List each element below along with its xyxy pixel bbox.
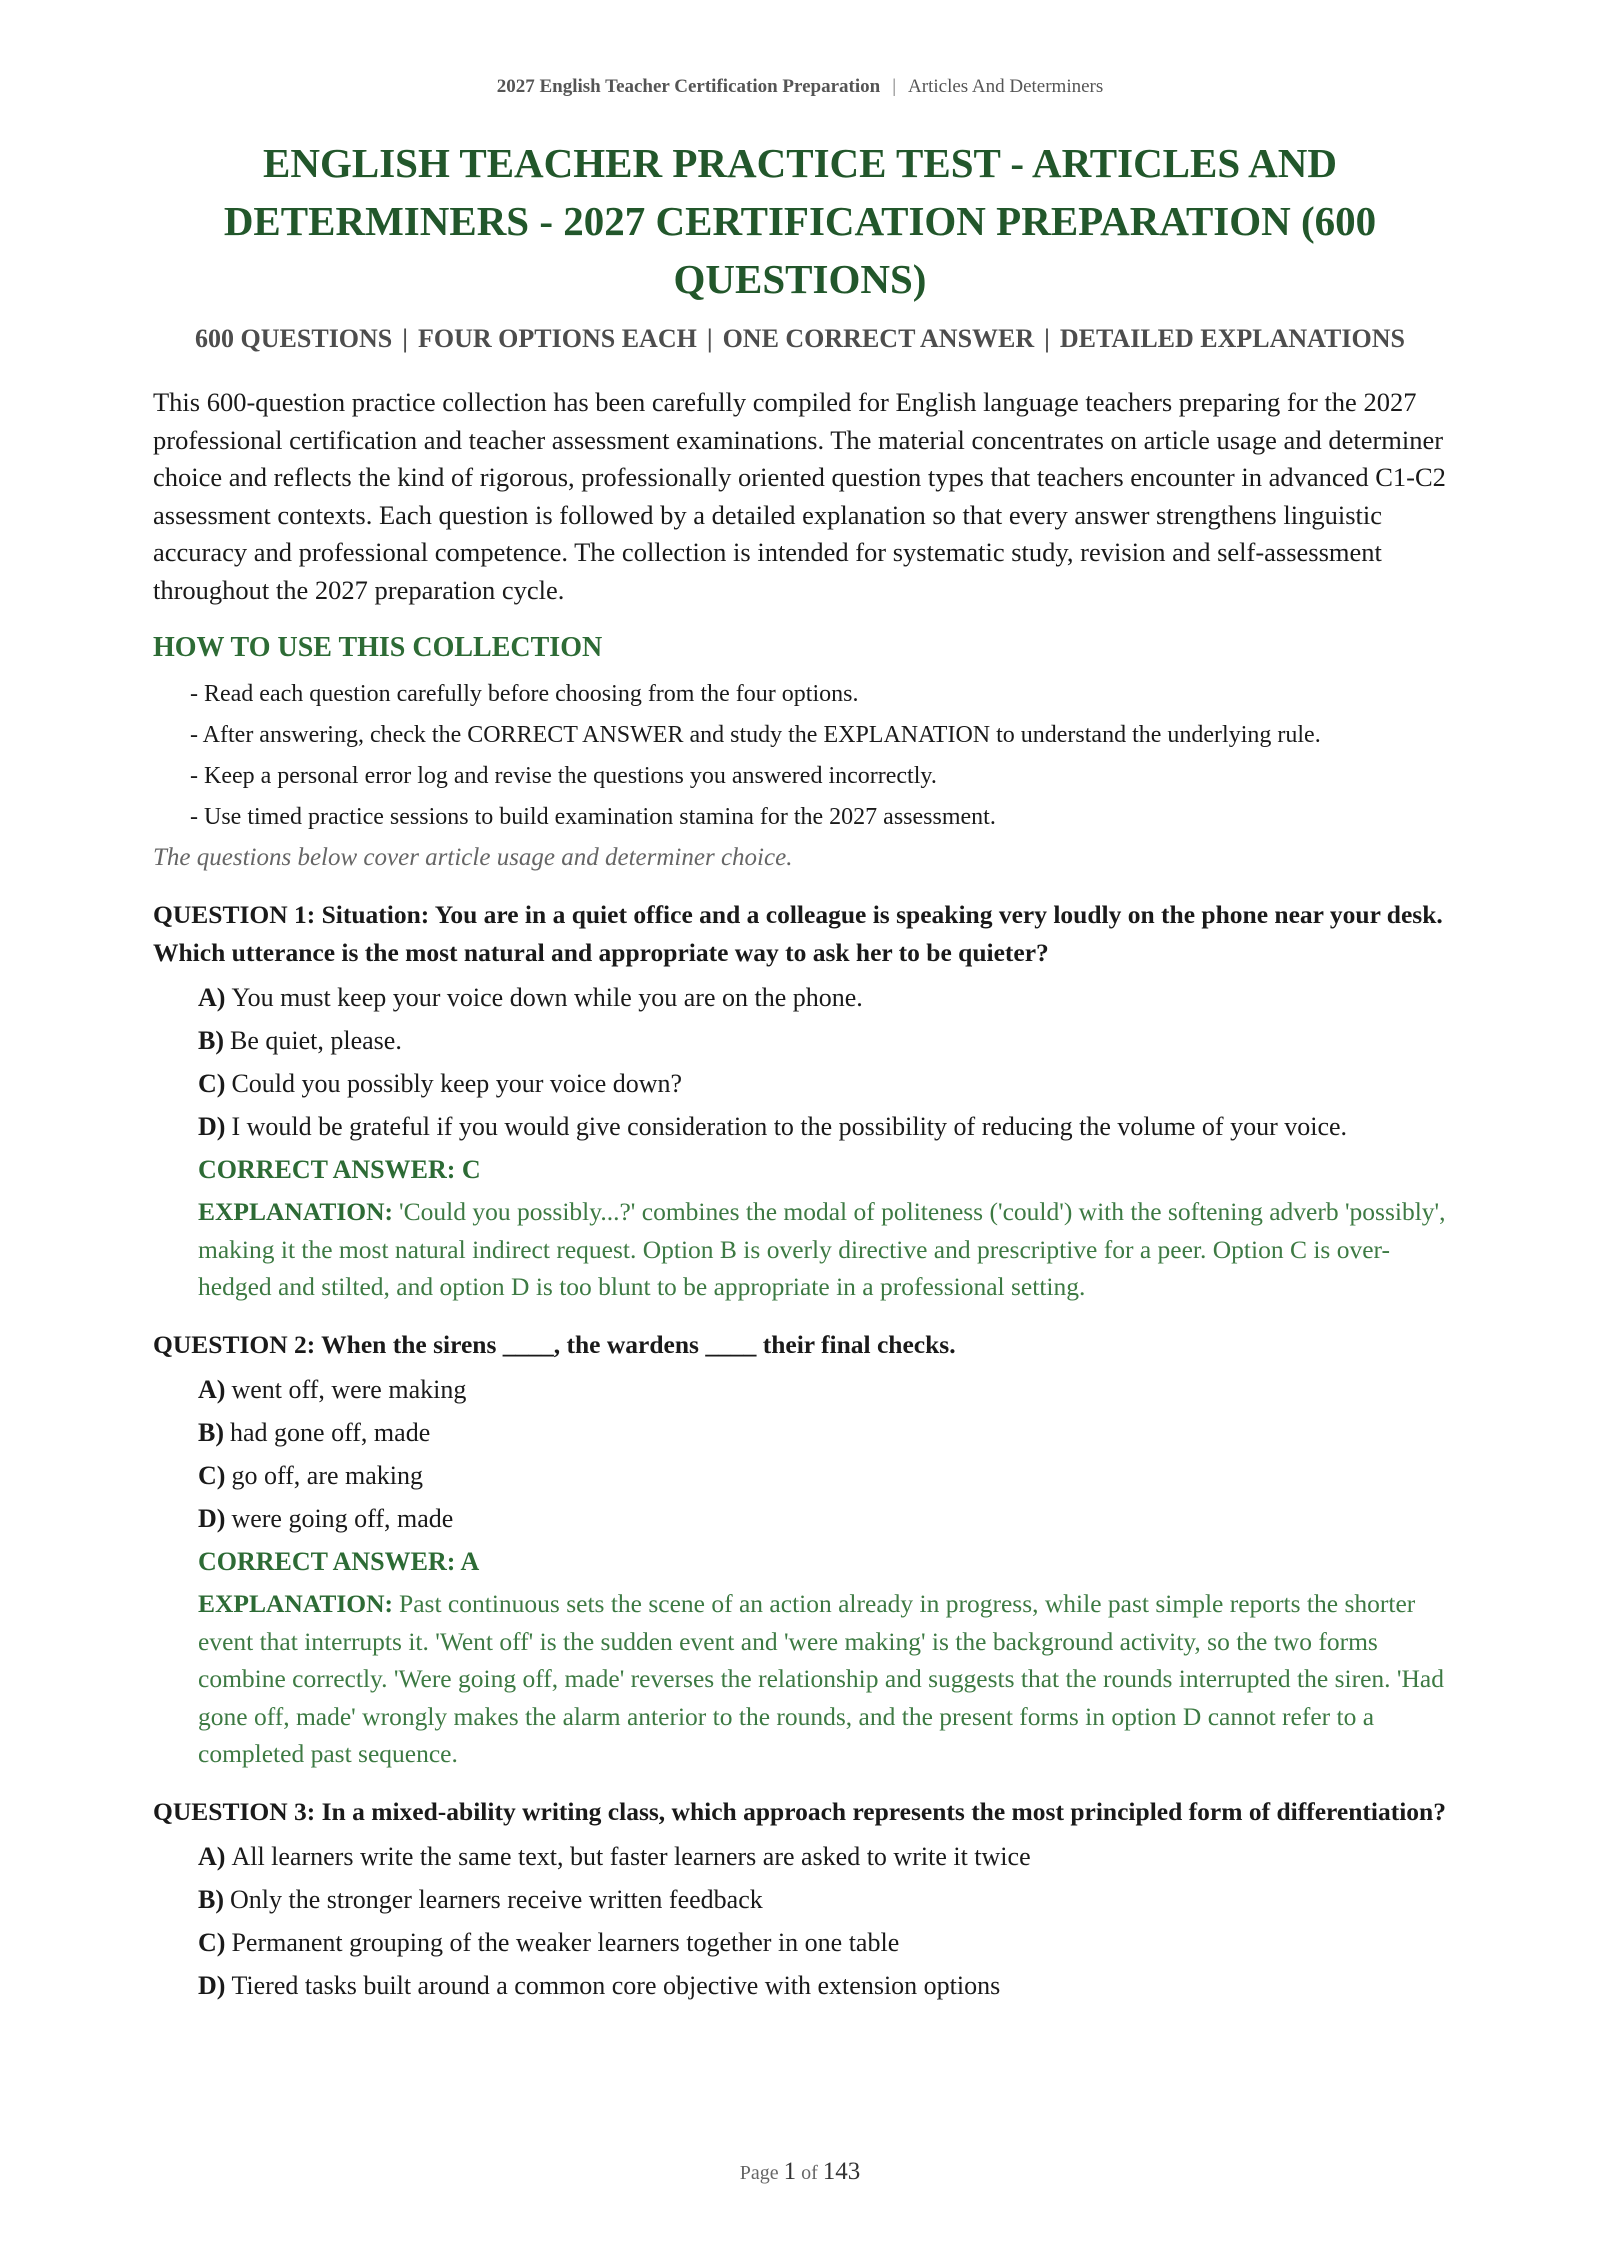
option-text: Could you possibly keep your voice down? [231, 1069, 683, 1098]
option-text: had gone off, made [230, 1418, 431, 1447]
main-content [153, 384, 1453, 2007]
feature-separator: | [1044, 324, 1050, 353]
page-number: 1 [783, 2158, 797, 2185]
how-to-use-list [153, 676, 1453, 836]
option-b [198, 1878, 1453, 1921]
option-text: All learners write the same text, but faster learners are asked to write it twice [231, 1842, 1031, 1871]
answer-options [153, 1835, 1453, 2007]
header-series-title: 2027 English Teacher Certification Preparation [496, 76, 881, 97]
option-b [198, 1019, 1453, 1062]
list-item: - After answering, check the CORRECT ANSWER and study the EXPLANATION to understand the underlying rule. [190, 722, 1321, 748]
feature-separator: | [402, 324, 409, 353]
option-a [198, 976, 1453, 1019]
of-label: of [801, 2162, 818, 2184]
option-c [198, 1454, 1453, 1497]
option-letter: C) [198, 1069, 226, 1098]
option-letter: C) [198, 1461, 226, 1490]
option-text: Tiered tasks built around a common core objective with extension options [231, 1971, 1001, 2000]
explanation [198, 1585, 1453, 1773]
feature-options: FOUR OPTIONS EACH [418, 324, 697, 353]
subtitle-features [0, 324, 1600, 354]
header-section-title: Articles And Determiners [908, 76, 1104, 97]
option-letter: A) [198, 1375, 226, 1404]
option-letter: B) [198, 1026, 224, 1055]
list-item: - Read each question carefully before choosing from the four options. [190, 681, 859, 707]
total-pages: 143 [822, 2158, 861, 2185]
option-text: went off, were making [231, 1375, 467, 1404]
question-2 [153, 1326, 1453, 1773]
option-d [198, 1497, 1453, 1540]
answer-options [153, 1368, 1453, 1540]
explanation-label: EXPLANATION: [198, 1589, 394, 1618]
option-letter: B) [198, 1885, 224, 1914]
question-stem: QUESTION 3: In a mixed-ability writing class, which approach represents the most principled form of differentiation? [153, 1796, 1446, 1826]
explanation-label: EXPLANATION: [198, 1197, 394, 1226]
feature-separator: | [706, 324, 713, 353]
header-separator: | [892, 76, 897, 97]
option-letter: D) [198, 1112, 226, 1141]
option-b [198, 1411, 1453, 1454]
option-c [198, 1062, 1453, 1105]
option-a [198, 1835, 1453, 1878]
option-text: were going off, made [231, 1504, 454, 1533]
question-1 [153, 896, 1453, 1306]
option-text: I would be grateful if you would give consideration to the possibility of reducing the volume of your voice. [231, 1112, 1348, 1141]
option-text: Be quiet, please. [230, 1026, 402, 1055]
option-letter: C) [198, 1928, 226, 1957]
option-text: You must keep your voice down while you are on the phone. [231, 983, 863, 1012]
how-to-use-heading: HOW TO USE THIS COLLECTION [153, 632, 603, 663]
option-letter: B) [198, 1418, 224, 1447]
explanation-text: Past continuous sets the scene of an action already in progress, while past simple reports the shorter event that interrupts it. 'Went off' is the sudden event and 'were making' is the background activity, so the two forms combine correctly. 'Were going off, made' reverses the relationship and suggests that the rounds interrupted the siren. 'Had gone off, made' wrongly makes the alarm anterior to the rounds, and the present forms in option D cannot refer to a completed past sequence. [198, 1589, 1444, 1768]
correct-answer: CORRECT ANSWER: A [198, 1547, 480, 1576]
option-d [198, 1964, 1453, 2007]
option-c [198, 1921, 1453, 1964]
scope-note: The questions below cover article usage and determiner choice. [153, 844, 793, 871]
option-letter: A) [198, 1842, 226, 1871]
intro-paragraph: This 600-question practice collection has been carefully compiled for English language teachers preparing for the 2027 professional certification and teacher assessment examinations. The material concentrates on article usage and determiner choice and reflects the kind of rigorous, professionally oriented question types that teachers encounter in advanced C1-C2 assessment contexts. Each question is followed by a detailed explanation so that every answer strengthens linguistic accuracy and professional competence. The collection is intended for systematic study, revision and self-assessment throughout the 2027 preparation cycle. [153, 387, 1446, 605]
feature-correct-answer: ONE CORRECT ANSWER [722, 324, 1035, 353]
question-stem: QUESTION 2: When the sirens ____, the wardens ____ their final checks. [153, 1329, 956, 1359]
answer-options [153, 976, 1453, 1148]
option-text: Only the stronger learners receive written feedback [230, 1885, 763, 1914]
feature-question-count: 600 QUESTIONS [195, 324, 393, 353]
question-stem: QUESTION 1: Situation: You are in a quiet office and a colleague is speaking very loudly on the phone near your desk. Which utterance is the most natural and appropriate way to ask her to be quieter? [153, 900, 1443, 967]
option-letter: D) [198, 1504, 226, 1533]
correct-answer: CORRECT ANSWER: C [198, 1155, 481, 1184]
page-footer [0, 2158, 1600, 2186]
option-a [198, 1368, 1453, 1411]
running-header [0, 76, 1600, 98]
option-text: go off, are making [231, 1461, 424, 1490]
option-text: Permanent grouping of the weaker learners together in one table [231, 1928, 900, 1957]
page-label: Page [739, 2162, 779, 2184]
question-3 [153, 1793, 1453, 2008]
feature-explanations: DETAILED EXPLANATIONS [1059, 324, 1405, 353]
option-letter: D) [198, 1971, 226, 2000]
option-letter: A) [198, 983, 226, 1012]
page-title: ENGLISH TEACHER PRACTICE TEST - ARTICLES AND DETERMINERS - 2027 CERTIFICATION PREPARATION (600 QUESTIONS) [223, 140, 1377, 302]
explanation-text: 'Could you possibly...?' combines the modal of politeness ('could') with the softening adverb 'possibly', making it the most natural indirect request. Option B is overly directive and prescriptive for a peer. Option C is over-hedged and stilted, and option D is too blunt to be appropriate in a professional setting. [198, 1197, 1446, 1301]
explanation [198, 1193, 1453, 1306]
option-d [198, 1105, 1453, 1148]
list-item: - Keep a personal error log and revise the questions you answered incorrectly. [190, 763, 937, 789]
list-item: - Use timed practice sessions to build examination stamina for the 2027 assessment. [190, 804, 996, 830]
